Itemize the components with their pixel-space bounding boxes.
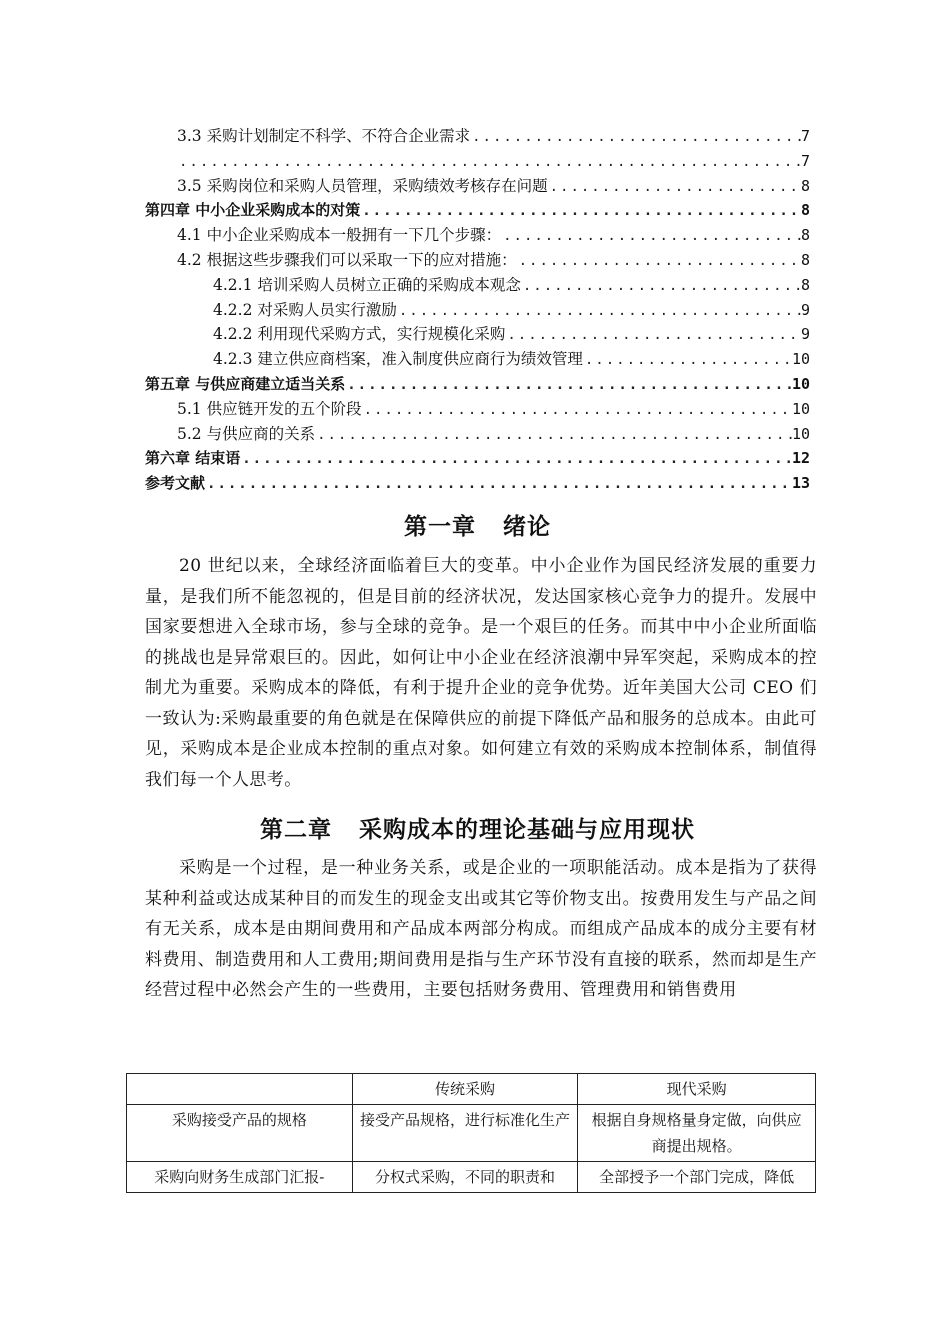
table-row [127, 1105, 816, 1162]
toc-entry-page: 9 [800, 300, 810, 319]
toc-entry-page: 10 [791, 374, 810, 393]
toc-entry[interactable] [145, 223, 810, 248]
chapter-1-title: 第一章 绪论 [403, 514, 552, 540]
toc-entry-title: 第五章 与供应商建立适当关系 [145, 374, 346, 393]
toc-entry-title: 3.5 采购岗位和采购人员管理，采购绩效考核存在问题 [177, 176, 548, 195]
toc-entry-page: 10 [791, 424, 810, 443]
toc-leader-dots [397, 299, 801, 323]
toc-entry[interactable] [145, 174, 810, 199]
toc-entry-title: 5.2 与供应商的关系 [177, 424, 316, 443]
toc-leader-dots [362, 398, 792, 422]
chapter-2-title: 第二章 采购成本的理论基础与应用现状 [259, 817, 696, 843]
toc-entry-title: 5.1 供应链开发的五个阶段 [177, 399, 362, 418]
toc-entry-page: 12 [791, 449, 810, 468]
table-row [127, 1162, 816, 1193]
toc-entry[interactable] [145, 124, 810, 149]
toc-entry-title: 4.2.2 对采购人员实行激励 [213, 300, 397, 319]
toc-entry-page: 10 [791, 399, 810, 418]
toc-entry-title: 4.2 根据这些步骤我们可以采取一下的应对措施： [177, 250, 517, 269]
toc-entry[interactable] [145, 149, 810, 174]
toc-subentry[interactable] [145, 322, 810, 347]
comparison-table [126, 1073, 816, 1193]
toc-chapter-entry[interactable] [145, 198, 810, 223]
toc-subentry[interactable] [145, 347, 810, 372]
toc-entry-page: 8 [800, 275, 810, 294]
table-header-cell [127, 1074, 353, 1105]
toc-leader-dots [470, 125, 801, 149]
table-cell: 全部授予一个部门完成，降低 [578, 1162, 816, 1193]
toc-entry-page: 13 [791, 474, 810, 493]
toc-entry-title: 4.1 中小企业采购成本一般拥有一下几个步骤： [177, 226, 502, 245]
toc-entry-title: 4.2.1 培训采购人员树立正确的采购成本观念 [213, 275, 521, 294]
table-of-contents [145, 124, 810, 496]
toc-leader-dots [521, 274, 801, 298]
toc-entry-page: 8 [800, 250, 810, 269]
toc-leader-dots [205, 472, 792, 496]
toc-entry-title: 第六章 结束语 [145, 449, 241, 468]
toc-leader-dots [505, 323, 801, 347]
chapter-1-body: 20 世纪以来，全球经济面临着巨大的变革。中小企业作为国民经济发展的重要力量，是我们所不能忽视的，但是目前的经济状况，发达国家核心竞争力的提升。发展中国家要想进入全球市场，参与全球的竞争。是一个艰巨的任务。而其中中小企业所面临的挑战也是异常艰巨的。因此，如何让中小企业在经济浪潮中异军突起，采购成本的控制尤为重要。采购成本的降低，有利于提升企业的竞争优势。近年美国大公司 CEO 们一致认为:采购最重要的角色就是在保障供应的前提下降低产品和服务的总成本。由此可见，采购成本是企业成本控制的重点对象。如何建立有效的采购成本控制体系，制值得我们每一个人思考。 [145, 556, 817, 790]
toc-entry-title: 3.3 采购计划制定不科学、不符合企业需求 [177, 127, 471, 145]
toc-entry-title: 4.2.2 利用现代采购方式，实行规模化采购 [213, 325, 506, 344]
toc-entry[interactable] [145, 397, 810, 422]
toc-entry[interactable] [145, 422, 810, 447]
table-header-cell: 传统采购 [352, 1074, 578, 1105]
toc-entry[interactable] [145, 248, 810, 273]
toc-leader-dots [517, 249, 801, 273]
toc-entry-page: 7 [800, 127, 810, 145]
table-cell: 采购向财务生成部门汇报- [127, 1162, 353, 1193]
toc-leader-dots [177, 150, 801, 174]
toc-entry-title: 参考文献 [145, 474, 206, 493]
table-cell: 分权式采购，不同的职责和 [352, 1162, 578, 1193]
table-cell: 采购接受产品的规格 [127, 1105, 353, 1162]
table-header-row [127, 1074, 816, 1105]
toc-chapter-entry[interactable] [145, 372, 810, 397]
table-cell: 接受产品规格，进行标准化生产 [352, 1105, 578, 1162]
toc-chapter-entry[interactable] [145, 446, 810, 471]
toc-chapter-entry[interactable] [145, 471, 810, 496]
table-header-cell: 现代采购 [578, 1074, 816, 1105]
toc-leader-dots [583, 348, 792, 372]
toc-entry-page: 8 [800, 201, 810, 220]
toc-subentry[interactable] [145, 273, 810, 298]
toc-leader-dots [360, 199, 801, 223]
toc-entry-page: 9 [800, 325, 810, 344]
toc-entry-page: 10 [791, 350, 810, 369]
toc-entry-page: 8 [800, 176, 810, 195]
table-cell: 根据自身规格量身定做，向供应商提出规格。 [578, 1105, 816, 1162]
toc-leader-dots [315, 423, 792, 447]
toc-leader-dots [345, 373, 792, 397]
toc-leader-dots [501, 224, 801, 248]
toc-entry-title: 4.2.3 建立供应商档案，准入制度供应商行为绩效管理 [213, 350, 583, 369]
toc-entry-page: 8 [800, 226, 810, 245]
toc-leader-dots [548, 175, 801, 199]
toc-leader-dots [240, 447, 792, 471]
toc-entry-title: 第四章 中小企业采购成本的对策 [145, 201, 361, 220]
toc-entry-page: 7 [800, 151, 810, 170]
toc-subentry[interactable] [145, 298, 810, 323]
chapter-2-body: 采购是一个过程，是一种业务关系，或是企业的一项职能活动。成本是指为了获得某种利益或达成某种目的而发生的现金支出或其它等价物支出。按费用发生与产品之间有无关系，成本是由期间费用和产品成本两部分构成。而组成产品成本的成分主要有材料费用、制造费用和人工费用;期间费用是指与生产环节没有直接的联系，然而却是生产经营过程中必然会产生的一些费用，主要包括财务费用、管理费用和销售费用 [145, 858, 817, 1000]
